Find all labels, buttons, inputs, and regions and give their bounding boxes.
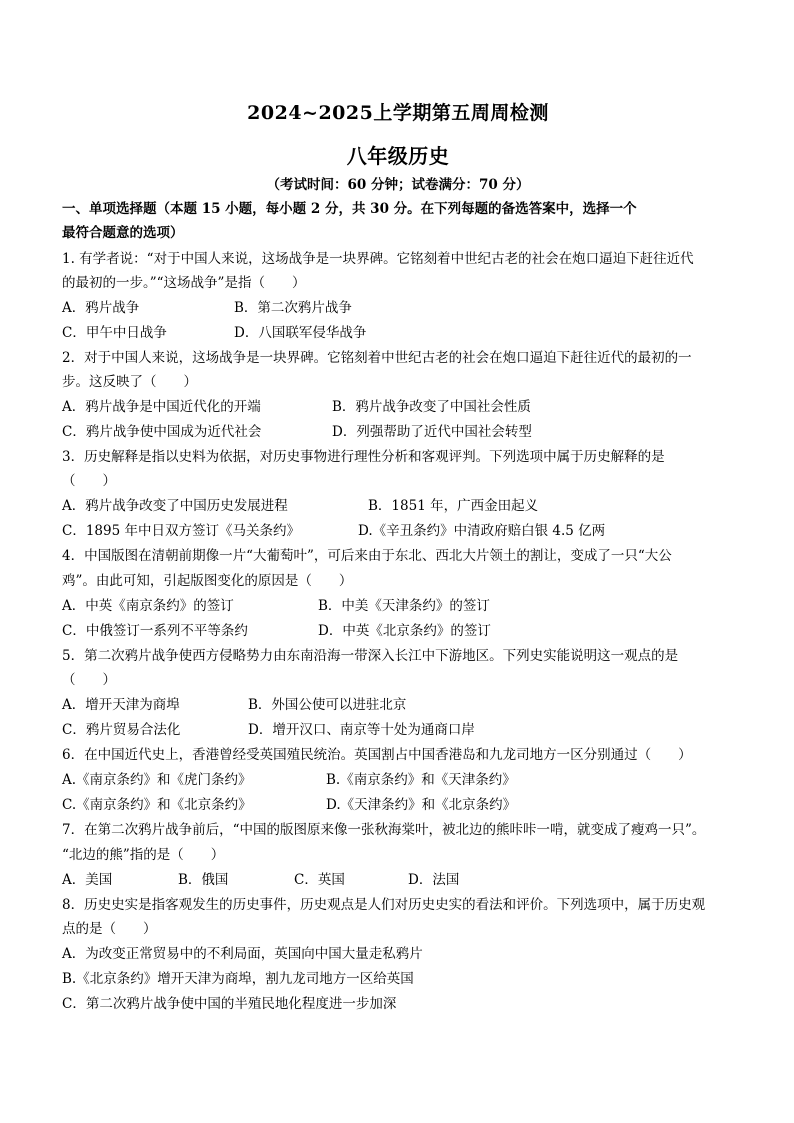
question-7-option-c: C．英国 (294, 872, 345, 888)
question-3-stem-cont: （ ） (62, 473, 116, 489)
question-8-option-c: C．第二次鸦片战争使中国的半殖民地化程度进一步加深 (62, 996, 397, 1012)
question-2-option-d: D．列强帮助了近代中国社会转型 (332, 424, 532, 440)
question-6-stem: 6．在中国近代史上，香港曾经受英国殖民统治。英国割占中国香港岛和九龙司地方一区分别通过（ ） (62, 747, 692, 763)
question-3-stem: 3．历史解释是指以史料为依据，对历史事物进行理性分析和客观评判。下列选项中属于历史解释的是 (62, 449, 665, 465)
question-7-option-d: D．法国 (408, 872, 460, 888)
question-3-option-a: A．鸦片战争改变了中国历史发展进程 (62, 498, 288, 514)
question-1-option-c: C．甲午中日战争 (62, 325, 167, 341)
question-2-option-a: A．鸦片战争是中国近代化的开端 (62, 399, 261, 415)
question-7-option-a: A．美国 (62, 872, 113, 888)
exam-subject: 八年级历史 (346, 144, 450, 168)
question-8-stem-cont: 点的是（ ） (62, 921, 157, 937)
question-5-option-b: B．外国公使可以进驻北京 (248, 697, 407, 713)
question-3-option-c: C．1895 年中日双方签订《马关条约》 (62, 523, 300, 539)
exam-info: （考试时间：60 分钟；试卷满分：70 分） (266, 177, 530, 193)
question-4-stem: 4．中国版图在清朝前期像一片“大葡萄叶”，可后来由于东北、西北大片领土的割让，变成了一只“大公 (62, 548, 672, 564)
question-4-stem-cont: 鸡”。由此可知，引起版图变化的原因是（ ） (62, 573, 353, 589)
question-7-option-b: B．俄国 (178, 872, 229, 888)
question-8-option-a: A．为改变正常贸易中的不利局面，英国向中国大量走私鸦片 (62, 946, 423, 962)
question-6-option-b: B.《南京条约》和《天津条约》 (326, 772, 516, 788)
question-4-option-b: B．中美《天津条约》的签订 (318, 598, 490, 614)
question-8-stem: 8．历史史实是指客观发生的历史事件，历史观点是人们对历史史实的看法和评价。下列选项中，属于历史观 (62, 897, 706, 913)
question-5-stem-cont: （ ） (62, 672, 116, 688)
question-1-stem-cont: 的最初的一步。”“这场战争”是指（ ） (62, 275, 306, 291)
question-5-stem: 5．第二次鸦片战争使西方侵略势力由东南沿海一带深入长江中下游地区。下列史实能说明这一观点的是 (62, 648, 679, 664)
question-2-option-c: C．鸦片战争使中国成为近代社会 (62, 424, 262, 440)
question-3-option-b: B．1851 年，广西金田起义 (368, 498, 539, 514)
question-7-stem: 7．在第二次鸦片战争前后，“中国的版图原来像一张秋海棠叶，被北边的熊咔咔一啃，就变成了瘦鸡一只”。 (62, 822, 706, 838)
question-2-option-b: B．鸦片战争改变了中国社会性质 (332, 399, 531, 415)
question-5-option-a: A．增开天津为商埠 (62, 697, 180, 713)
question-1-option-a: A．鸦片战争 (62, 300, 140, 316)
question-6-option-c: C.《南京条约》和《北京条约》 (62, 797, 252, 813)
question-7-stem-cont: “北边的熊”指的是（ ） (62, 847, 225, 863)
question-3-option-d: D.《辛丑条约》中清政府赔白银 4.5 亿两 (358, 523, 606, 539)
question-4-option-c: C．中俄签订一系列不平等条约 (62, 623, 248, 639)
section-heading-cont: 最符合题意的选项） (62, 225, 184, 241)
question-1-option-b: B．第二次鸦片战争 (234, 300, 352, 316)
question-4-option-a: A．中英《南京条约》的签订 (62, 598, 234, 614)
question-5-option-c: C．鸦片贸易合法化 (62, 722, 181, 738)
exam-title: 2024~2025上学期第五周周检测 (247, 102, 549, 124)
question-2-stem-cont: 步。这反映了（ ） (62, 374, 197, 390)
question-4-option-d: D．中英《北京条约》的签订 (318, 623, 491, 639)
question-6-option-a: A.《南京条约》和《虎门条约》 (62, 772, 252, 788)
question-1-stem: 1. 有学者说：“对于中国人来说，这场战争是一块界碑。它铭刻着中世纪古老的社会在炮口逼迫下赶往近代 (62, 251, 694, 267)
question-5-option-d: D．增开汉口、南京等十处为通商口岸 (248, 722, 475, 738)
question-2-stem: 2．对于中国人来说，这场战争是一块界碑。它铭刻着中世纪古老的社会在炮口逼迫下赶往近代的最初的一 (62, 350, 692, 366)
question-1-option-d: D．八国联军侵华战争 (234, 325, 367, 341)
question-6-option-d: D.《天津条约》和《北京条约》 (326, 797, 517, 813)
question-8-option-b: B.《北京条约》增开天津为商埠，割九龙司地方一区给英国 (62, 971, 414, 987)
section-heading: 一、单项选择题（本题 15 小题，每小题 2 分，共 30 分。在下列每题的备选答案中，选择一个 (62, 201, 637, 217)
